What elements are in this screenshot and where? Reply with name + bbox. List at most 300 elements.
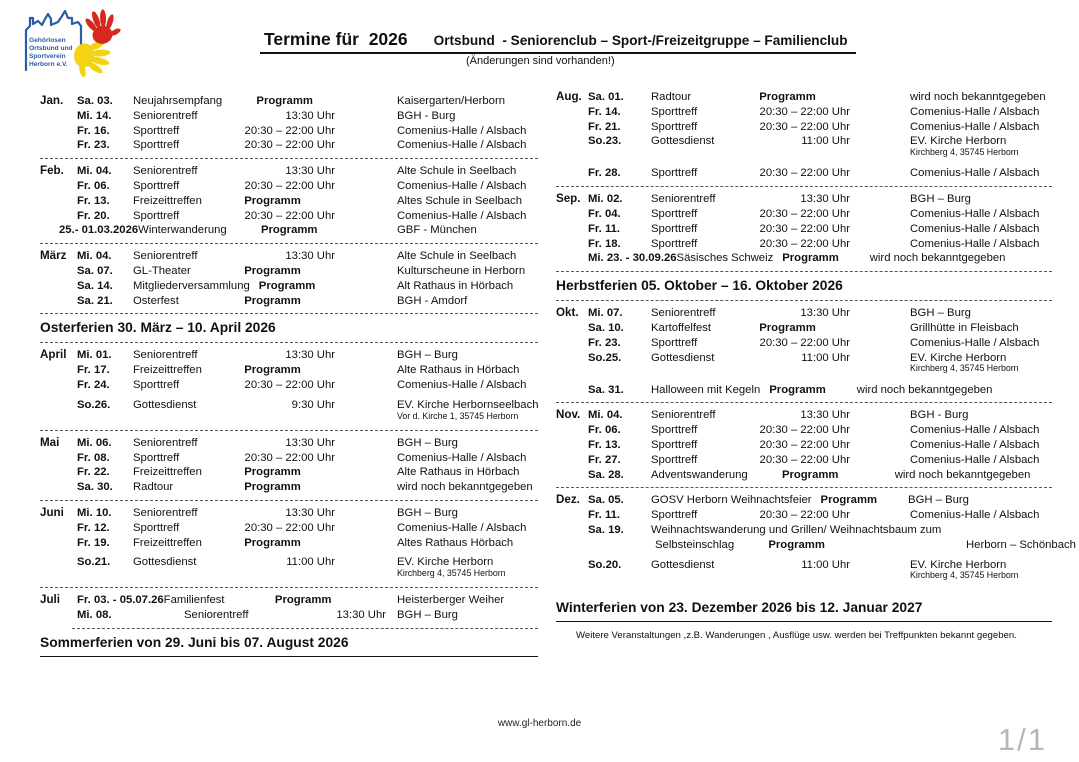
logo-text-line: Ortsbund und [29, 45, 73, 52]
event-row [588, 192, 1052, 207]
event-name: Seniorentreff [133, 506, 198, 519]
event-date: Fr. 06. [77, 179, 110, 192]
event-location [966, 538, 1076, 553]
event-date: Mi. 04. [77, 250, 112, 263]
event-location [910, 336, 1039, 351]
section-separator [556, 271, 1052, 272]
event-row [588, 351, 1052, 378]
event-row [77, 348, 538, 363]
event-row [588, 222, 1052, 237]
event-location [910, 90, 1046, 105]
month-label: Dez. [556, 493, 580, 507]
location-name: Comenius-Halle / Alsbach [910, 222, 1040, 235]
section-separator [556, 186, 1052, 187]
month-label: April [40, 348, 67, 362]
event-location [397, 264, 525, 279]
event-location [397, 94, 505, 109]
event-date: Fr. 13. [77, 194, 110, 207]
location-name: Herborn – Schönbach [966, 538, 1076, 551]
location-name: BGH – Burg [397, 349, 458, 362]
section-separator [40, 430, 538, 431]
month-rows [77, 506, 538, 582]
event-name: Gottesdienst [651, 135, 715, 148]
event-name: Sporttreff [651, 105, 698, 118]
event-date: Fr. 19. [77, 536, 110, 549]
location-name: Altes Schule in Seelbach [397, 194, 522, 207]
logo-text-line: Gehörlosen [29, 37, 66, 44]
event-location [910, 438, 1039, 453]
event-time: 20:30 – 22:00 Uhr [759, 167, 850, 180]
event-name: Sporttreff [133, 451, 180, 464]
section-separator [72, 628, 538, 629]
event-date: Fr. 21. [588, 120, 621, 133]
event-name: Sporttreff [651, 222, 698, 235]
org-logo-graphic [18, 6, 136, 80]
event-row [77, 555, 538, 582]
location-address: Vor d. Kirche 1, 35745 Herborn [397, 410, 519, 421]
location-name: BGH – Burg [397, 506, 458, 519]
section-separator [556, 300, 1052, 301]
location-name: EV. Kirche Herborn [397, 556, 494, 569]
event-time: 20:30 – 22:00 Uhr [759, 207, 850, 220]
program-label: Programm [244, 294, 301, 307]
event-row [77, 378, 538, 393]
event-location [857, 383, 993, 398]
event-row [588, 105, 1052, 120]
event-date: Mi. 07. [588, 307, 623, 320]
event-row [588, 90, 1052, 105]
event-name: Selbsteinschlag [655, 538, 735, 551]
event-date: Mi. 06. [77, 436, 112, 449]
program-label: Programm [781, 468, 839, 481]
event-name: Sporttreff [651, 424, 698, 437]
event-row [77, 465, 538, 480]
month-label: Okt. [556, 306, 579, 320]
event-name: Seniorentreff [133, 109, 198, 122]
event-name: Seniorentreff [133, 436, 198, 449]
event-location [908, 493, 969, 508]
event-name: Familienfest [163, 594, 225, 607]
program-label: Programm [768, 538, 825, 551]
month-rows [588, 493, 1076, 584]
location-name: Comenius-Halle / Alsbach [397, 209, 527, 222]
location-name: BGH – Burg [397, 609, 458, 622]
program-label: Programm [244, 481, 301, 494]
location-name: Comenius-Halle / Alsbach [910, 336, 1040, 349]
event-name: Seniorentreff [184, 609, 249, 622]
event-name: Sporttreff [651, 167, 698, 180]
event-name: Sporttreff [651, 207, 698, 220]
location-name: Comenius-Halle / Alsbach [910, 438, 1040, 451]
event-time: 20:30 – 22:00 Uhr [759, 509, 850, 522]
event-time: 9:30 Uhr [291, 398, 335, 411]
event-location [397, 179, 526, 194]
location-name: BGH – Burg [910, 193, 971, 206]
event-date: Mi. 14. [77, 109, 112, 122]
event-time: 13:30 Uhr [285, 250, 335, 263]
event-location [910, 120, 1039, 135]
event-name: Freizeittreffen [133, 536, 202, 549]
event-name: Seniorentreff [133, 349, 198, 362]
location-name: Comenius-Halle / Alsbach [910, 509, 1040, 522]
event-location [397, 363, 519, 378]
event-date: So.25. [588, 351, 622, 364]
event-time: 20:30 – 22:00 Uhr [244, 521, 335, 534]
location-name: Alte Rathaus in Hörbach [397, 466, 520, 479]
month-rows [588, 408, 1052, 482]
location-name: Alte Schule in Seelbach [397, 165, 517, 178]
event-location [397, 279, 513, 294]
location-address: Kirchberg 4, 35745 Herborn [910, 147, 1019, 158]
logo-text-line: Sportverein [29, 53, 66, 60]
event-location [910, 306, 971, 321]
event-date: Sa. 03. [77, 95, 113, 107]
month-rows [59, 164, 538, 238]
month-rows [588, 192, 1052, 266]
event-time: 11:00 Uhr [801, 351, 850, 364]
event-date: Sa. 28. [588, 468, 624, 481]
event-row [588, 306, 1052, 321]
location-name: Comenius-Halle / Alsbach [910, 424, 1040, 437]
event-row [77, 124, 538, 139]
event-row [59, 223, 538, 238]
event-date: Sa. 07. [77, 264, 113, 277]
location-name: Comenius-Halle / Alsbach [397, 179, 527, 192]
event-date: Mi. 04. [588, 409, 623, 422]
event-name: Gottesdienst [651, 558, 715, 571]
event-row [77, 279, 538, 294]
event-date: Mi. 01. [77, 349, 112, 362]
month-section [556, 192, 1052, 266]
event-date: Sa. 01. [588, 91, 624, 103]
location-name: Comenius-Halle / Alsbach [397, 124, 527, 137]
event-name: Radtour [133, 481, 174, 494]
event-name: Sporttreff [651, 237, 698, 250]
month-section [40, 94, 538, 153]
event-row [77, 109, 538, 124]
event-time: 13:30 Uhr [285, 165, 335, 178]
program-label: Programm [244, 466, 301, 479]
holiday-heading: Herbstferien 05. Oktober – 16. Oktober 2026 [556, 278, 843, 294]
event-time: 13:30 Uhr [800, 193, 850, 206]
header [260, 29, 856, 67]
event-date: Fr. 04. [588, 207, 621, 220]
event-location [910, 105, 1039, 120]
location-name: Altes Rathaus Hörbach [397, 536, 514, 549]
month-section [556, 408, 1052, 482]
event-date: Fr. 23. [588, 336, 621, 349]
event-location [397, 209, 526, 224]
location-name: Kulturscheune in Herborn [397, 264, 526, 277]
event-name: Säsisches Schweiz [676, 252, 774, 265]
event-location [910, 423, 1039, 438]
event-time: 20:30 – 22:00 Uhr [759, 424, 850, 437]
event-name: Seniorentreff [651, 409, 716, 422]
event-row [77, 294, 538, 309]
event-row [588, 336, 1052, 351]
location-name: wird noch bekanntgegeben [397, 481, 533, 494]
event-location [397, 223, 477, 238]
event-location [910, 207, 1039, 222]
section-separator [40, 313, 538, 314]
month-rows [77, 436, 538, 495]
program-label: Programm [256, 95, 313, 107]
event-name: Radtour [651, 91, 692, 103]
event-name: Seniorentreff [133, 165, 198, 178]
event-time: 13:30 Uhr [285, 506, 335, 519]
event-location [910, 321, 1019, 336]
program-label: Programm [274, 594, 332, 607]
event-location [910, 192, 971, 207]
section-separator [40, 342, 538, 343]
event-date: Mi. 23. - 30.09.26 [588, 252, 677, 265]
event-location [870, 251, 1006, 266]
event-location [397, 294, 467, 309]
location-name: wird noch bekanntgegeben [869, 252, 1006, 265]
month-section [40, 164, 538, 238]
page-indicator: 1/1 [997, 722, 1047, 757]
event-row [588, 493, 1052, 508]
event-location [397, 378, 526, 393]
event-date: So.21. [77, 556, 111, 569]
location-name: BGH - Burg [910, 409, 969, 422]
event-name: Gottesdienst [651, 351, 715, 364]
event-date: Fr. 11. [588, 222, 621, 235]
program-label: Programm [244, 194, 301, 207]
month-label: März [40, 249, 67, 263]
event-row [588, 468, 1052, 483]
event-location [397, 249, 516, 264]
month-label: Feb. [40, 164, 64, 178]
event-time: 20:30 – 22:00 Uhr [244, 451, 335, 464]
event-location [397, 536, 513, 551]
location-name: Comenius-Halle / Alsbach [910, 105, 1040, 118]
event-name: Sporttreff [133, 179, 180, 192]
event-location [910, 134, 1019, 157]
month-section [40, 506, 538, 582]
location-name: BGH – Burg [910, 307, 971, 320]
program-label: Programm [244, 264, 301, 277]
event-name: Sporttreff [651, 120, 698, 133]
location-name: wird noch bekanntgegeben [856, 383, 993, 396]
month-label: Mai [40, 435, 60, 449]
location-address: Kirchberg 4, 35745 Herborn [910, 363, 1019, 374]
event-date: Fr. 28. [588, 167, 621, 180]
location-name: EV. Kirche Herborn [910, 558, 1007, 571]
event-location [397, 593, 504, 608]
event-row [77, 593, 538, 608]
event-row [588, 438, 1052, 453]
event-location [397, 451, 526, 466]
event-row [588, 251, 1052, 266]
event-time: 13:30 Uhr [285, 109, 335, 122]
event-date: Fr. 27. [588, 453, 621, 466]
title-line [260, 29, 856, 54]
event-row [588, 558, 1052, 585]
location-name: Comenius-Halle / Alsbach [910, 237, 1040, 250]
event-name: GOSV Herborn Weihnachtsfeier [651, 494, 812, 507]
event-name: Freizeittreffen [133, 466, 202, 479]
event-name: Sporttreff [651, 438, 698, 451]
event-name: Freizeittreffen [133, 364, 202, 377]
section-separator [40, 500, 538, 501]
location-name: BGH – Burg [397, 436, 458, 449]
program-label: Programm [260, 224, 318, 237]
event-location [397, 555, 506, 578]
location-name: Comenius-Halle / Alsbach [910, 453, 1040, 466]
event-date: Fr. 14. [588, 105, 621, 118]
event-date: Fr. 11. [588, 509, 621, 522]
location-name: Alte Rathaus in Hörbach [397, 364, 520, 377]
event-location [397, 194, 522, 209]
event-row [588, 383, 1052, 398]
event-time: 11:00 Uhr [286, 556, 335, 569]
event-name: Seniorentreff [133, 250, 198, 263]
event-location [910, 453, 1039, 468]
event-date: Sa. 21. [77, 294, 113, 307]
event-row [77, 363, 538, 378]
event-row [77, 451, 538, 466]
location-name: BGH - Burg [397, 109, 456, 122]
event-date: Fr. 23. [77, 139, 110, 152]
month-rows [588, 90, 1052, 181]
event-time: 20:30 – 22:00 Uhr [244, 124, 335, 137]
event-row [588, 166, 1052, 181]
event-name: Weihnachtswanderung und Grillen/ Weihnachtsbaum zum [651, 523, 942, 536]
program-label: Programm [244, 536, 301, 549]
event-time: 11:00 Uhr [801, 135, 850, 148]
event-time: 20:30 – 22:00 Uhr [244, 139, 335, 152]
event-location [910, 408, 968, 423]
event-time: 20:30 – 22:00 Uhr [759, 105, 850, 118]
event-row [588, 120, 1052, 135]
event-date: Sa. 10. [588, 321, 624, 334]
event-location [397, 506, 458, 521]
location-name: BGH - Amdorf [397, 294, 468, 307]
event-name: Sporttreff [133, 521, 180, 534]
event-name: Sporttreff [133, 378, 180, 391]
location-name: wird noch bekanntgegeben [894, 468, 1031, 481]
event-row [77, 249, 538, 264]
event-row [77, 164, 538, 179]
event-time: 20:30 – 22:00 Uhr [244, 179, 335, 192]
section-separator [40, 243, 538, 244]
event-row [588, 321, 1052, 336]
event-name: Sporttreff [133, 209, 180, 222]
program-label: Programm [258, 279, 316, 292]
program-label: Programm [759, 321, 816, 334]
event-date: Sa. 05. [588, 494, 624, 507]
event-name: Gottesdienst [133, 556, 197, 569]
event-name: Winterwanderung [138, 224, 227, 237]
event-row [77, 480, 538, 495]
month-section [556, 306, 1052, 397]
event-time: 13:30 Uhr [800, 307, 850, 320]
event-date: Fr. 24. [77, 378, 110, 391]
event-date: Sa. 14. [77, 279, 113, 292]
month-rows [77, 593, 538, 623]
event-row [77, 94, 538, 109]
location-name: EV. Kirche Herborn [910, 135, 1007, 148]
event-location [397, 138, 526, 153]
event-name: Freizeittreffen [133, 194, 202, 207]
location-name: Alte Schule in Seelbach [397, 250, 517, 263]
title-note: (Änderungen sind vorhanden!) [466, 55, 615, 67]
section-separator [40, 158, 538, 159]
event-date: So.23. [588, 135, 622, 148]
location-name: EV. Kirche Herborn [910, 351, 1007, 364]
event-date: Mi. 10. [77, 506, 112, 519]
red-hand-icon [82, 6, 123, 47]
footer-note: Weitere Veranstaltungen ,z.B. Wanderungen , Ausflüge usw. werden bei Treffpunkten bekannt gegeben. [576, 629, 1017, 641]
event-time: 13:30 Uhr [800, 409, 850, 422]
event-name: Halloween mit Kegeln [651, 383, 761, 396]
event-time: 20:30 – 22:00 Uhr [244, 209, 335, 222]
location-name: Kaisergarten/Herborn [397, 95, 506, 107]
event-date: Mi. 02. [588, 193, 623, 206]
event-row [77, 194, 538, 209]
event-row [77, 264, 538, 279]
event-date: 25.- 01.03.2026 [59, 224, 139, 237]
event-name: Kartoffelfest [651, 321, 712, 334]
event-row [588, 134, 1052, 161]
event-row [77, 536, 538, 551]
event-row [588, 508, 1052, 523]
event-date: Fr. 08. [77, 451, 110, 464]
location-name: BGH – Burg [908, 494, 969, 507]
event-location [895, 468, 1031, 483]
event-row [77, 209, 538, 224]
holiday-heading: Winterferien von 23. Dezember 2026 bis 12. Januar 2027 [556, 599, 1052, 622]
program-label: Programm [759, 91, 816, 103]
event-date: Sa. 31. [588, 383, 624, 396]
location-name: Comenius-Halle / Alsbach [397, 451, 527, 464]
month-label: Jan. [40, 94, 64, 107]
event-time: 20:30 – 22:00 Uhr [759, 438, 850, 451]
location-name: GBF - München [397, 224, 477, 237]
logo-text-line: Herborn e.V. [29, 61, 68, 68]
event-row [588, 523, 1052, 538]
event-time: 20:30 – 22:00 Uhr [759, 237, 850, 250]
event-name: Sporttreff [651, 509, 698, 522]
event-time: 13:30 Uhr [285, 436, 335, 449]
event-row [77, 179, 538, 194]
event-row [77, 398, 538, 425]
org-logo [18, 6, 136, 80]
event-time: 11:00 Uhr [801, 558, 850, 571]
location-name: Comenius-Halle / Alsbach [910, 207, 1040, 220]
holiday-heading: Osterferien 30. März – 10. April 2026 [40, 320, 276, 336]
month-label: Sep. [556, 192, 581, 206]
holiday-heading: Sommerferien von 29. Juni bis 07. August 2026 [40, 634, 538, 657]
program-label: Programm [769, 383, 826, 396]
event-name: Sporttreff [651, 336, 698, 349]
event-location [397, 465, 519, 480]
event-date: So.20. [588, 558, 622, 571]
event-date: Fr. 12. [77, 521, 110, 534]
location-name: Comenius-Halle / Alsbach [397, 378, 527, 391]
event-name: Sporttreff [651, 453, 698, 466]
month-rows [77, 249, 538, 308]
event-row [77, 608, 538, 623]
program-label: Programm [820, 494, 878, 507]
event-row [588, 423, 1052, 438]
event-time: 13:30 Uhr [336, 609, 386, 622]
month-rows [588, 306, 1052, 397]
event-time: 20:30 – 22:00 Uhr [759, 453, 850, 466]
event-row [588, 538, 1076, 553]
event-location [397, 348, 458, 363]
